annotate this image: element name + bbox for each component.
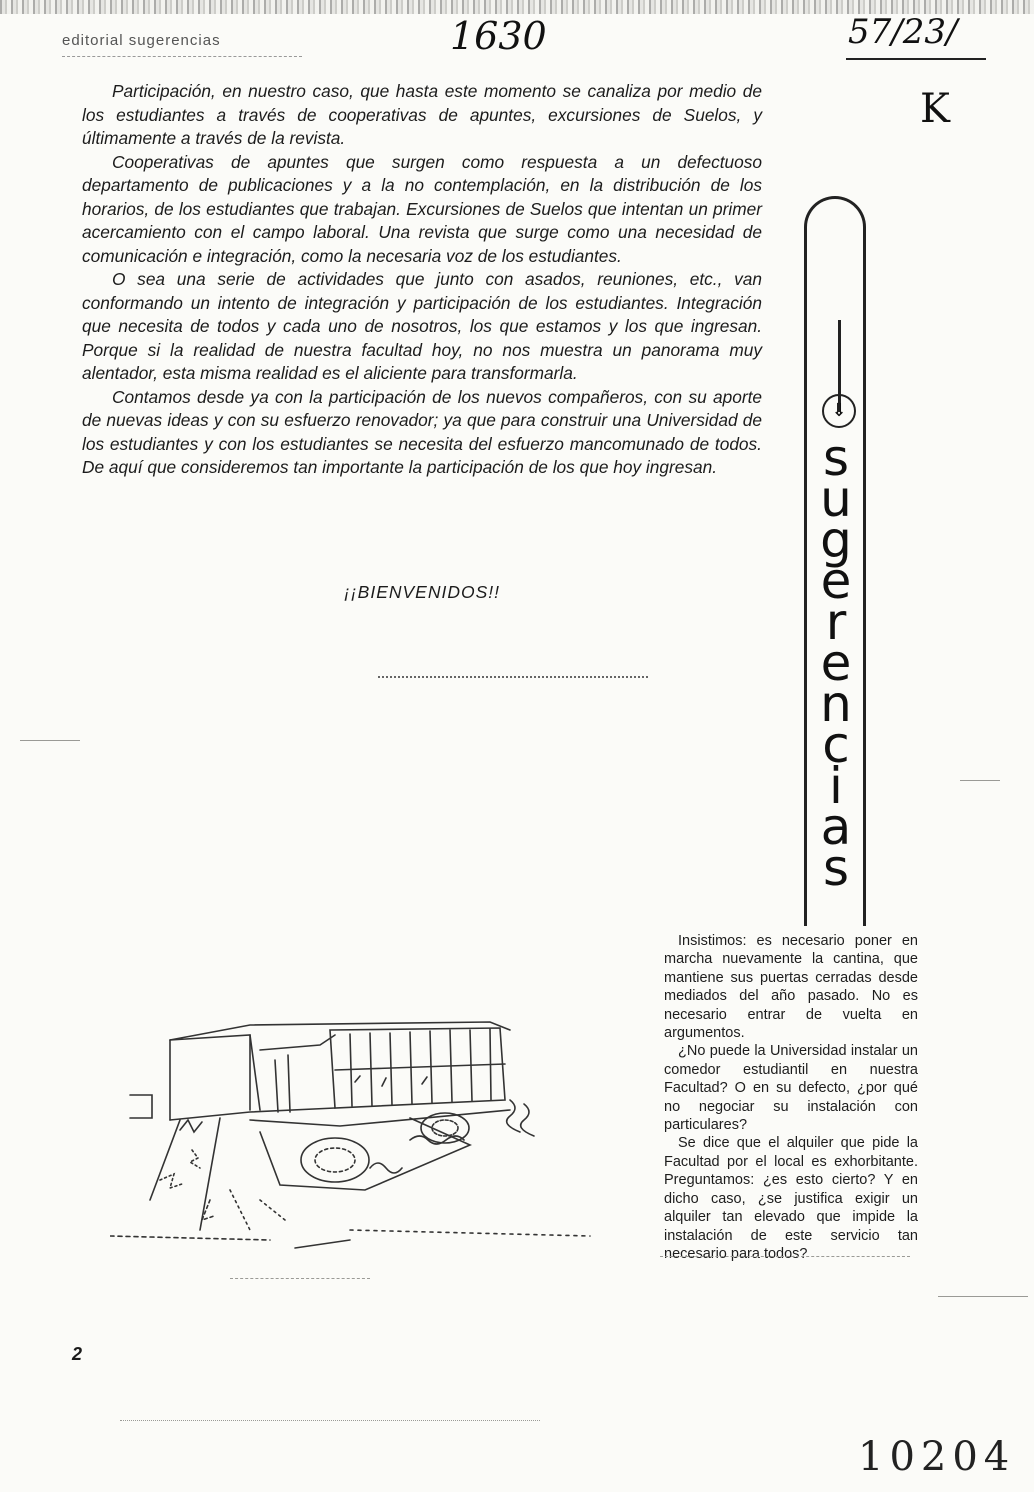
banner-letter: n bbox=[820, 675, 852, 733]
banner-letter: c bbox=[822, 716, 850, 774]
sugerencias-paragraph: Se dice que el alquiler que pide la Facultad por el local es exhorbitante. Preguntamos: ¿es esto cierto? Y en dicho caso, ¿se justifica exigir un alquiler tan elevado que impide la instalación de este servicio tan necesario para todos? bbox=[664, 1135, 918, 1262]
banner-letter: a bbox=[820, 798, 852, 856]
handwritten-stamp: 10204 bbox=[858, 1434, 1016, 1480]
scan-artifact bbox=[660, 1256, 910, 1257]
header-rule bbox=[62, 56, 302, 57]
double-chevron-down-icon: ⇓ bbox=[822, 394, 856, 428]
sugerencias-paragraph: Insistimos: es necesario poner en marcha nuevamente la cantina, que mantiene sus puertas cerradas desde mediados del año pasado. No es necesario entrar de vuelta en argumentos. bbox=[664, 933, 918, 1042]
banner-letter: s bbox=[822, 429, 850, 487]
scan-artifact bbox=[120, 1420, 540, 1421]
editorial-paragraph: Participación, en nuestro caso, que hasta este momento se canaliza por medio de los estudiantes a través de cooperativas de apuntes, excursiones de Suelos, y últimamente a través de la revista. bbox=[82, 81, 762, 148]
sugerencias-body bbox=[664, 932, 918, 1263]
scan-artifact bbox=[938, 1296, 1028, 1297]
banner-letter: i bbox=[829, 757, 843, 815]
building-sketch-illustration bbox=[110, 1000, 630, 1300]
dotted-divider bbox=[378, 676, 648, 678]
scan-artifact bbox=[960, 780, 1000, 781]
banner-letter: s bbox=[822, 839, 850, 897]
editorial-paragraph: Cooperativas de apuntes que surgen como respuesta a un defectuoso departamento de publicaciones y a la no contemplación, en la distribución de los horarios, de los estudiantes que trabajan. Excursiones de Suelos que intentan un primer acercamiento con el campo laboral. Una revista que surge como una necesidad de comunicación e integración, como la necesaria voz de los estudiantes. bbox=[82, 151, 762, 266]
editorial-paragraph: Contamos desde ya con la participación de los nuevos compañeros, con su aporte de nuevas ideas y con su esfuerzo renovador; ya que para construir una Universidad de los estudiantes y con los estudiantes se necesita del esfuerzo mancomunado de todos. De aquí que consideremos tan importante la participación de los que hoy ingresan. bbox=[82, 386, 762, 477]
page-number: 2 bbox=[72, 1344, 83, 1364]
editorial-body bbox=[82, 80, 762, 480]
banner-letter: e bbox=[820, 552, 852, 610]
banner-letter: u bbox=[820, 470, 852, 528]
banner-vertical-title bbox=[808, 429, 864, 897]
handwritten-reference: 57/23/ bbox=[848, 12, 958, 52]
handwritten-mark: K bbox=[920, 86, 950, 132]
sugerencias-paragraph: ¿No puede la Universidad instalar un comedor estudiantil en nuestra Facultad? O en su defecto, ¿por qué no negociar su instalación con particulares? bbox=[664, 1043, 918, 1134]
handwritten-number: 1630 bbox=[450, 14, 547, 58]
handwritten-underline bbox=[846, 58, 986, 60]
section-label: editorial sugerencias bbox=[62, 32, 221, 49]
scan-artifact bbox=[230, 1278, 370, 1279]
banner-letter: r bbox=[825, 593, 847, 651]
welcome-heading: ¡¡BIENVENIDOS!! bbox=[344, 582, 500, 602]
banner-letter: e bbox=[820, 634, 852, 692]
scan-artifact bbox=[20, 740, 80, 741]
banner-letter: g bbox=[820, 511, 852, 569]
editorial-paragraph: O sea una serie de actividades que junto con asados, reuniones, etc., van conformando un intento de integración y participación de los estudiantes. Integración que necesita de todos y cada uno de nosotros, los que estamos y los que ingresan. Porque si la realidad de nuestra facultad hoy, no nos muestra un panorama muy alentador, esta misma realidad es el aliciente para transformarla. bbox=[82, 269, 762, 383]
